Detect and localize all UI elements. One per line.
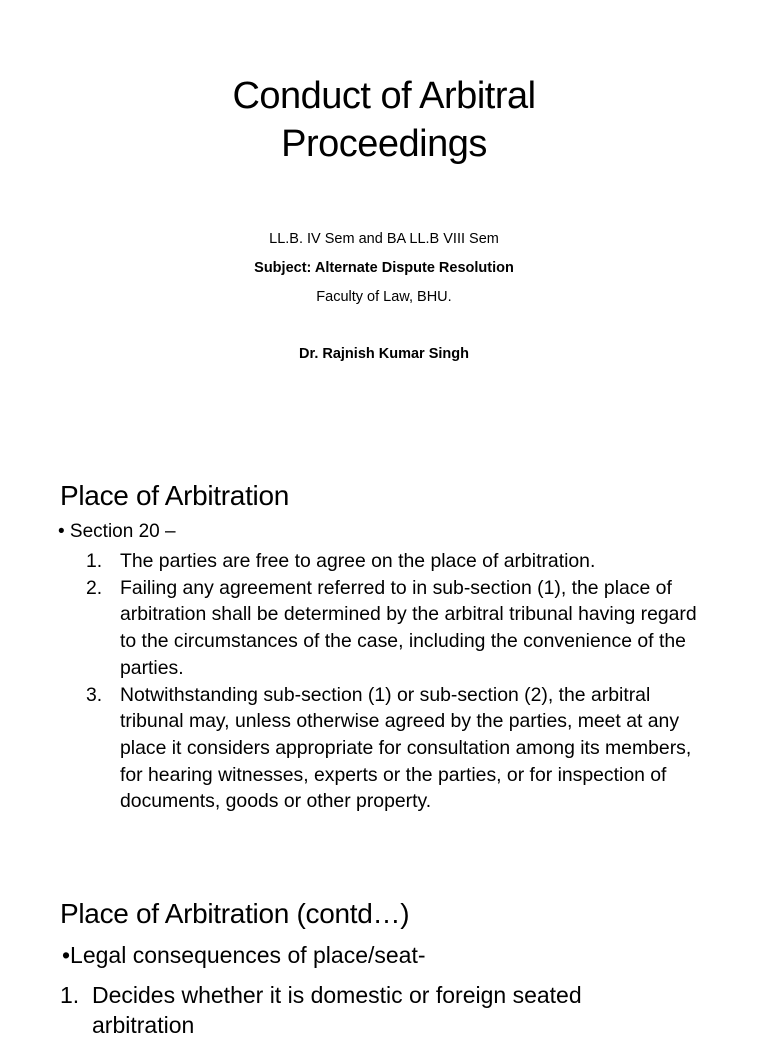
course-line: LL.B. IV Sem and BA LL.B VIII Sem	[269, 231, 499, 247]
list-item-number: 3.	[86, 683, 103, 706]
list-item-text: Decides whether it is domestic or foreign seated	[92, 982, 582, 1008]
list-item-text: Notwithstanding sub-section (1) or sub-section (2), the arbitral tribunal may, unless otherwise agreed by the parties, meet at any place it considers appropriate for consultation among its members, for hearing witnesses, experts or the parties, or for inspection of documents, goods or other property.	[120, 683, 692, 813]
title-line-2: Proceedings	[281, 123, 487, 165]
list-item	[60, 980, 700, 1040]
author-line: Dr. Rajnish Kumar Singh	[299, 346, 469, 362]
consequences-bullet: •Legal consequences of place/seat-	[62, 942, 426, 968]
section-20-list	[86, 548, 706, 815]
title-slide	[0, 0, 768, 432]
list-item	[86, 575, 706, 682]
list-item-text: The parties are free to agree on the place of arbitration.	[120, 550, 596, 572]
list-item-text: Failing any agreement referred to in sub-section (1), the place of arbitration shall be determined by the arbitral tribunal having regard to the circumstances of the case, including the convenience of the parties.	[120, 576, 697, 679]
subject-line: Subject: Alternate Dispute Resolution	[254, 260, 514, 276]
list-item-number: 2.	[86, 576, 103, 599]
place-of-arbitration-contd-slide	[0, 864, 768, 1038]
list-item	[86, 682, 706, 816]
section-bullet: • Section 20 –	[58, 521, 176, 542]
list-item-number: 1.	[86, 550, 103, 572]
list-item-number: 1.	[60, 982, 80, 1008]
faculty-line: Faculty of Law, BHU.	[316, 289, 452, 305]
title-line-1: Conduct of Arbitral	[232, 75, 536, 117]
presentation-title	[0, 72, 768, 168]
place-of-arbitration-slide	[0, 432, 768, 864]
list-item	[86, 548, 706, 575]
slide-heading: Place of Arbitration (contd…)	[60, 898, 410, 929]
list-item-continuation: arbitration	[92, 1012, 195, 1038]
slide-heading: Place of Arbitration	[60, 480, 290, 511]
